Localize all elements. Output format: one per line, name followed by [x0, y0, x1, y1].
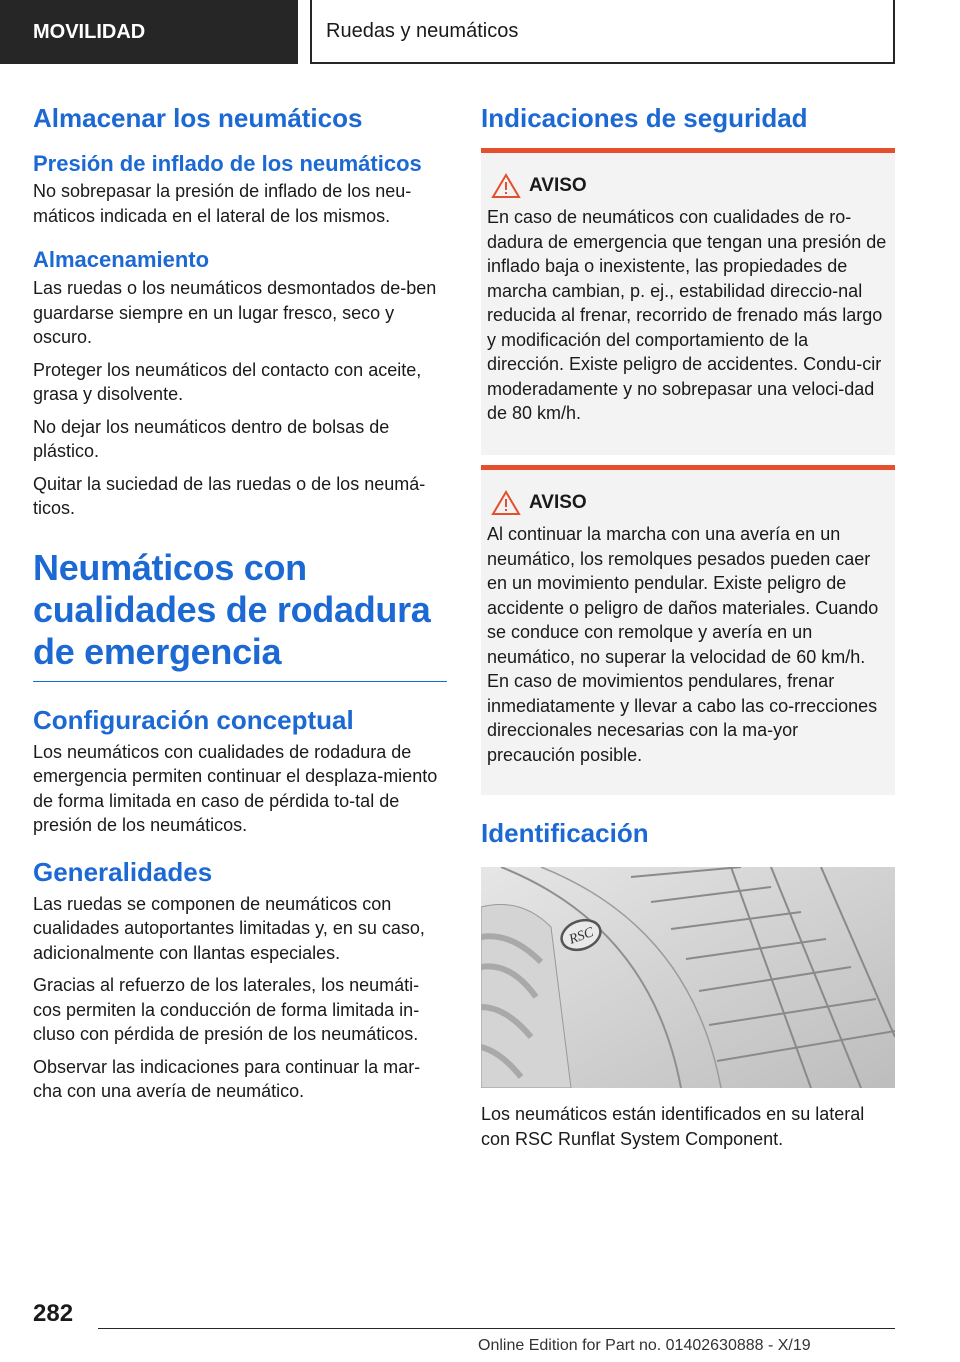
warning-box — [481, 465, 895, 795]
warning-triangle-icon — [491, 173, 521, 199]
general-paragraph: Las ruedas se componen de neumáticos con cualidades autoportantes limitadas y, en su caso, adicionalmente con llantas especiales. — [33, 893, 425, 963]
general-paragraph: Gracias al refuerzo de los laterales, los neumáti-cos permiten la conducción de forma limitada in-cluso con pérdida de presión de los neumáticos. — [33, 975, 420, 1044]
page-number: 282 — [33, 1300, 74, 1327]
storage-paragraph: No dejar los neumáticos dentro de bolsas de plástico. — [33, 416, 390, 461]
general-heading: Generalidades — [33, 856, 213, 887]
warning-box — [481, 148, 895, 455]
pressure-text: No sobrepasar la presión de inflado de los neu-máticos indicada en el lateral de los mismos. — [33, 181, 412, 226]
identification-heading: Identificación — [481, 818, 649, 848]
warning-text: Al continuar la marcha con una avería en un neumático, los remolques pesados pueden caer en un movimiento pendular. Existe peligro de accidente o peligro de daños materiales. Cuando se conduce con remolque y avería en un neumático, no superar la velocidad de 60 km/h. En caso de movimientos pendulares, frenar inmediatamente y llevar a cabo las co-rrecciones direccionales necesarias con la ma-yor precaución posible. — [487, 524, 879, 765]
right-column — [481, 100, 895, 1151]
warning-triangle-icon — [491, 490, 521, 516]
chapter-title: Ruedas y neumáticos — [310, 0, 895, 64]
pressure-heading: Presión de inflado de los neumáticos — [33, 151, 422, 176]
warning-label: AVISO — [529, 492, 587, 513]
concept-heading: Configuración conceptual — [33, 704, 354, 735]
safety-heading: Indicaciones de seguridad — [481, 103, 808, 133]
edition-note: Online Edition for Part no. 01402630888 - X/19 — [478, 1337, 811, 1354]
warning-label: AVISO — [529, 175, 587, 196]
general-paragraph: Observar las indicaciones para continuar la mar-cha con una avería de neumático. — [33, 1056, 421, 1101]
runflat-heading: Neumáticos con cualidades de rodadura de emergencia — [33, 547, 447, 682]
storage-paragraph: Quitar la suciedad de las ruedas o de los neumá-ticos. — [33, 473, 426, 518]
warning-header — [487, 490, 889, 516]
warning-text: En caso de neumáticos con cualidades de ro-dadura de emergencia que tengan una presión de inflado baja o inexistente, las propiedades de marcha cambian, p. ej., estabilidad direccio-nal reducida al frenar, recorrido de frenado más largo y modificación del comportamiento de la dirección. Existe peligro de accidentes. Condu-cir moderadamente y no sobrepasar una veloci-dad de 80 km/h. — [487, 207, 887, 423]
concept-text: Los neumáticos con cualidades de rodadura de emergencia permiten continuar el desplaza-miento de forma limitada en caso de pérdida to-tal de presión de los neumáticos. — [33, 741, 438, 835]
warning-header — [487, 173, 889, 199]
left-column — [33, 100, 447, 1104]
storage-paragraph: Proteger los neumáticos del contacto con aceite, grasa y disolvente. — [33, 359, 422, 404]
svg-text:RSC: RSC — [567, 925, 596, 948]
storage-paragraph: Las ruedas o los neumáticos desmontados de-ben guardarse siempre en un lugar fresco, seco y oscuro. — [33, 278, 437, 347]
footer-divider — [98, 1328, 895, 1329]
storage-heading: Almacenamiento — [33, 247, 210, 272]
section-tab: MOVILIDAD — [0, 0, 298, 64]
store-tires-heading: Almacenar los neumáticos — [33, 103, 363, 133]
tire-illustration — [481, 867, 895, 1088]
identification-caption: Los neumáticos están identificados en su lateral con RSC Runflat System Component. — [481, 1104, 865, 1149]
